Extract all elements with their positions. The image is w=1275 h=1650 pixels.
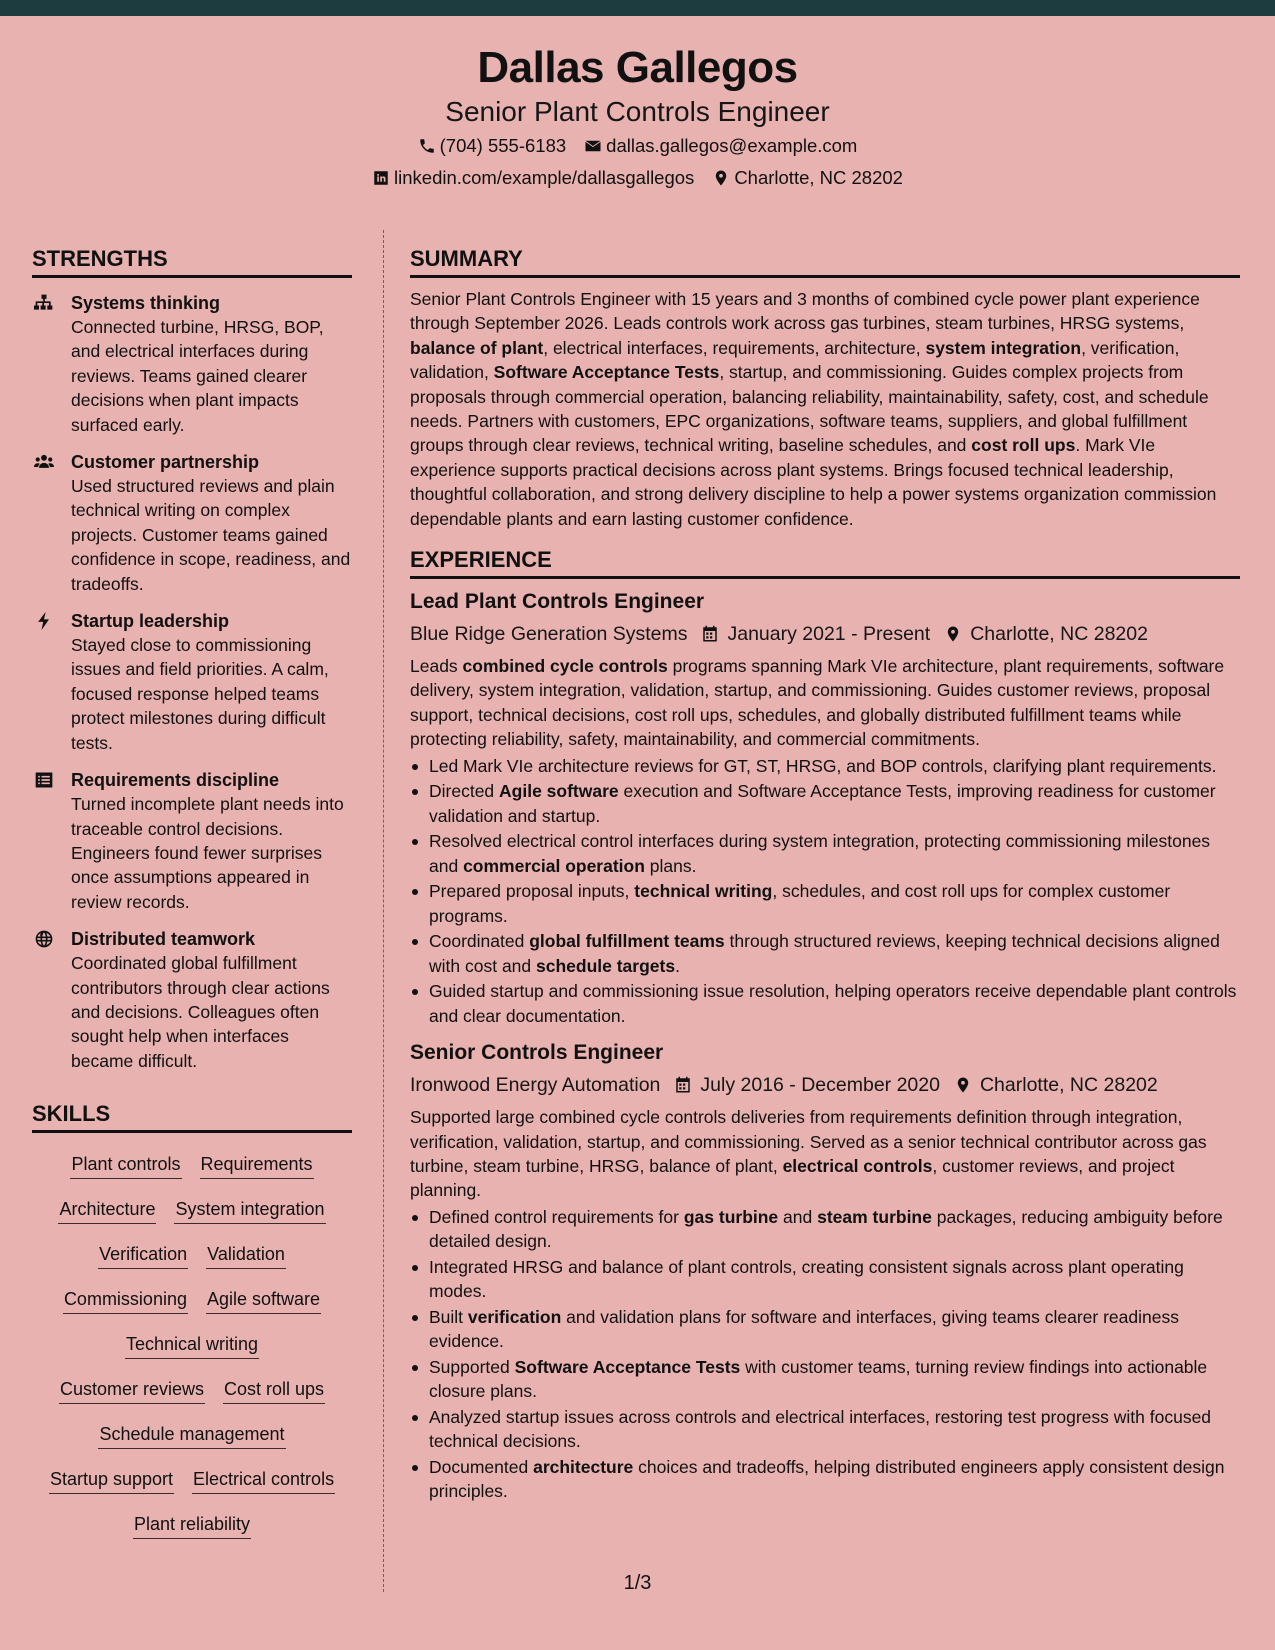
skill-row	[32, 1278, 352, 1323]
strength-item	[32, 768, 352, 914]
bullet-item: Documented architecture choices and tradeoffs, helping distributed engineers apply consistent design principles.	[410, 1455, 1240, 1504]
strength-item	[32, 450, 352, 596]
candidate-name: Dallas Gallegos	[477, 43, 798, 92]
skill-tag: System integration	[174, 1197, 325, 1224]
email-contact[interactable]	[584, 134, 857, 158]
bullet-item: Defined control requirements for gas turbine and steam turbine packages, reducing ambiguity before detailed design.	[410, 1205, 1240, 1254]
contact-line-2	[0, 166, 1275, 190]
skills-list	[32, 1143, 352, 1548]
map-pin-icon	[954, 1076, 972, 1094]
job-location	[954, 1069, 1158, 1101]
emphasis-text: combined cycle controls	[462, 656, 668, 677]
skill-tag: Technical writing	[125, 1332, 259, 1359]
bullet-item: Prepared proposal inputs, technical writing, schedules, and cost roll ups for complex customer programs.	[410, 879, 1240, 928]
skill-tag: Plant controls	[70, 1152, 181, 1179]
skill-row	[32, 1143, 352, 1188]
linkedin-text: linkedin.com/example/dallasgallegos	[394, 167, 695, 188]
job-dates	[674, 1069, 940, 1101]
skill-row	[32, 1503, 352, 1548]
job-title: Lead Plant Controls Engineer	[410, 590, 705, 614]
strength-title: Startup leadership	[71, 611, 230, 632]
column-divider	[383, 230, 384, 1592]
bolt-icon	[32, 611, 56, 631]
job-meta	[410, 1069, 1240, 1101]
skill-row	[32, 1323, 352, 1368]
strength-item	[32, 927, 352, 1073]
bullet-item: Resolved electrical control interfaces during system integration, protecting commissioning milestones and commercial operation plans.	[410, 829, 1240, 878]
emphasis-text: Software Acceptance Tests	[493, 362, 720, 383]
emphasis-text: cost roll ups	[971, 435, 1076, 456]
map-pin-icon	[712, 169, 730, 187]
list-icon	[32, 770, 56, 790]
job-entry	[410, 1038, 1240, 1503]
bullet-item: Coordinated global fulfillment teams through structured reviews, keeping technical decisions aligned with cost and schedule targets.	[410, 929, 1240, 978]
emphasis-text: architecture	[533, 1456, 634, 1477]
job-meta	[410, 618, 1240, 650]
job-entry	[410, 587, 1240, 1028]
emphasis-text: global fulfillment teams	[529, 931, 725, 952]
strength-item	[32, 609, 352, 755]
skill-tag: Commissioning	[63, 1287, 188, 1314]
skill-tag: Validation	[206, 1242, 286, 1269]
emphasis-text: commercial operation	[463, 855, 645, 876]
strength-description: Used structured reviews and plain technical writing on complex projects. Customer teams gained confidence in scope, readiness, and tradeoffs.	[71, 476, 351, 594]
job-description: Leads combined cycle controls programs spanning Mark VIe architecture, plant requirements, software delivery, system integration, validation, startup, and commissioning. Guides customer reviews, proposal support, technical decisions, cost roll ups, schedules, and globally distributed fulfillment teams while protecting reliability, safety, maintainability, and commercial commitments.	[410, 656, 1225, 750]
skill-tag: Requirements	[200, 1152, 314, 1179]
bullet-item: Led Mark VIe architecture reviews for GT, ST, HRSG, and BOP controls, clarifying plant requirements.	[410, 754, 1240, 778]
job-title: Senior Controls Engineer	[410, 1041, 664, 1065]
candidate-role: Senior Plant Controls Engineer	[445, 96, 830, 127]
skill-tag: Cost roll ups	[223, 1377, 325, 1404]
job-dates-text: January 2021 - Present	[727, 623, 931, 646]
strength-title: Customer partnership	[71, 452, 260, 473]
phone-text: (704) 555-6183	[439, 135, 567, 156]
experience-title: EXPERIENCE	[410, 545, 1240, 579]
summary-text: Senior Plant Controls Engineer with 15 years and 3 months of combined cycle power plant experience through September 2026. Leads controls work across gas turbines, steam turbines, HRSG systems, balance of plant, electrical interfaces, requirements, architecture, system integration, verification, validation, Software Acceptance Tests, startup, and commissioning. Guides complex projects from proposals through commercial operation, balancing reliability, maintainability, safety, cost, and schedule needs. Partners with customers, EPC organizations, software teams, suppliers, and global fulfillment groups through clear reviews, technical writing, baseline schedules, and cost roll ups. Mark VIe experience supports practical decisions across plant systems. Brings focused technical leadership, thoughtful collaboration, and strong delivery discipline to help a power systems organization commission dependable plants and earn lasting customer confidence.	[410, 289, 1217, 529]
left-column	[32, 244, 352, 1548]
skill-tag: Customer reviews	[59, 1377, 205, 1404]
top-accent-bar	[0, 0, 1275, 16]
right-column	[410, 244, 1240, 1505]
skill-row	[32, 1188, 352, 1233]
strength-item	[32, 291, 352, 437]
summary-title: SUMMARY	[410, 244, 1240, 278]
skill-tag: Verification	[98, 1242, 188, 1269]
emphasis-text: schedule targets	[536, 955, 676, 976]
phone-contact[interactable]	[418, 134, 567, 158]
skill-tag: Plant reliability	[133, 1512, 251, 1539]
users-icon	[32, 452, 56, 472]
emphasis-text: Software Acceptance Tests	[514, 1356, 741, 1377]
emphasis-text: technical writing	[634, 881, 773, 902]
location-text: Charlotte, NC 28202	[734, 167, 903, 188]
job-company: Blue Ridge Generation Systems	[410, 623, 688, 646]
skill-row	[32, 1368, 352, 1413]
phone-icon	[418, 137, 436, 155]
map-pin-icon	[944, 625, 962, 643]
skill-tag: Architecture	[58, 1197, 156, 1224]
bullet-item: Directed Agile software execution and Software Acceptance Tests, improving readiness for customer validation and startup.	[410, 779, 1240, 828]
job-dates	[701, 618, 930, 650]
emphasis-text: electrical controls	[782, 1155, 933, 1176]
bullet-item: Analyzed startup issues across controls and electrical interfaces, restoring test progress with focused technical decisions.	[410, 1405, 1240, 1454]
calendar-icon	[701, 625, 719, 643]
strength-title: Requirements discipline	[71, 770, 280, 791]
emphasis-text: gas turbine	[683, 1206, 779, 1227]
job-bullets	[410, 754, 1240, 1028]
strength-description: Connected turbine, HRSG, BOP, and electrical interfaces during reviews. Teams gained clearer decisions when plant impacts surfaced early.	[71, 317, 324, 435]
emphasis-text: system integration	[925, 337, 1082, 358]
page-indicator: 1/3	[623, 1572, 652, 1594]
skill-row	[32, 1458, 352, 1503]
strength-title: Distributed teamwork	[71, 929, 256, 950]
job-bullets	[410, 1205, 1240, 1504]
job-company: Ironwood Energy Automation	[410, 1074, 661, 1097]
jobs-list	[410, 587, 1240, 1503]
calendar-icon	[674, 1076, 692, 1094]
location-contact	[712, 166, 903, 190]
envelope-icon	[584, 137, 602, 155]
strengths-title: STRENGTHS	[32, 244, 352, 278]
strength-description: Stayed close to commissioning issues and field priorities. A calm, focused response helped teams protect milestones during difficult tests.	[71, 635, 329, 753]
skill-row	[32, 1413, 352, 1458]
strength-description: Turned incomplete plant needs into traceable control decisions. Engineers found fewer surprises once assumptions appeared in review records.	[71, 794, 344, 912]
bullet-item: Built verification and validation plans for software and interfaces, giving teams clearer readiness evidence.	[410, 1305, 1240, 1354]
sitemap-icon	[32, 293, 56, 313]
bullet-item: Integrated HRSG and balance of plant controls, creating consistent signals across plant operating modes.	[410, 1255, 1240, 1304]
linkedin-contact[interactable]	[372, 166, 694, 190]
emphasis-text: verification	[467, 1306, 562, 1327]
bullet-item: Guided startup and commissioning issue resolution, helping operators receive dependable plant controls and clear documentation.	[410, 979, 1240, 1028]
emphasis-text: balance of plant	[410, 337, 544, 358]
emphasis-text: steam turbine	[817, 1206, 932, 1227]
strength-title: Systems thinking	[71, 293, 221, 313]
skill-row	[32, 1233, 352, 1278]
job-location	[944, 618, 1148, 650]
job-description: Supported large combined cycle controls deliveries from requirements definition through integration, verification, validation, startup, and commissioning. Served as a senior technical contributor across gas turbine, steam turbine, HRSG, balance of plant, electrical controls, customer reviews, and project planning.	[410, 1107, 1207, 1201]
email-text: dallas.gallegos@example.com	[606, 135, 858, 156]
skill-tag: Agile software	[206, 1287, 321, 1314]
emphasis-text: Agile software	[499, 781, 619, 802]
resume-header	[0, 16, 1275, 204]
contact-line-1	[0, 134, 1275, 158]
job-location-text: Charlotte, NC 28202	[979, 1074, 1158, 1097]
skills-title: SKILLS	[32, 1099, 352, 1133]
skill-tag: Schedule management	[98, 1422, 285, 1449]
job-location-text: Charlotte, NC 28202	[970, 623, 1148, 646]
skill-tag: Startup support	[49, 1467, 174, 1494]
linkedin-icon	[372, 169, 390, 187]
job-dates-text: July 2016 - December 2020	[700, 1074, 940, 1097]
globe-icon	[32, 929, 56, 949]
bullet-item: Supported Software Acceptance Tests with customer teams, turning review findings into actionable closure plans.	[410, 1355, 1240, 1404]
strength-description: Coordinated global fulfillment contributors through clear actions and decisions. Colleagues often sought help when interfaces became difficult.	[71, 953, 330, 1071]
skill-tag: Electrical controls	[192, 1467, 335, 1494]
